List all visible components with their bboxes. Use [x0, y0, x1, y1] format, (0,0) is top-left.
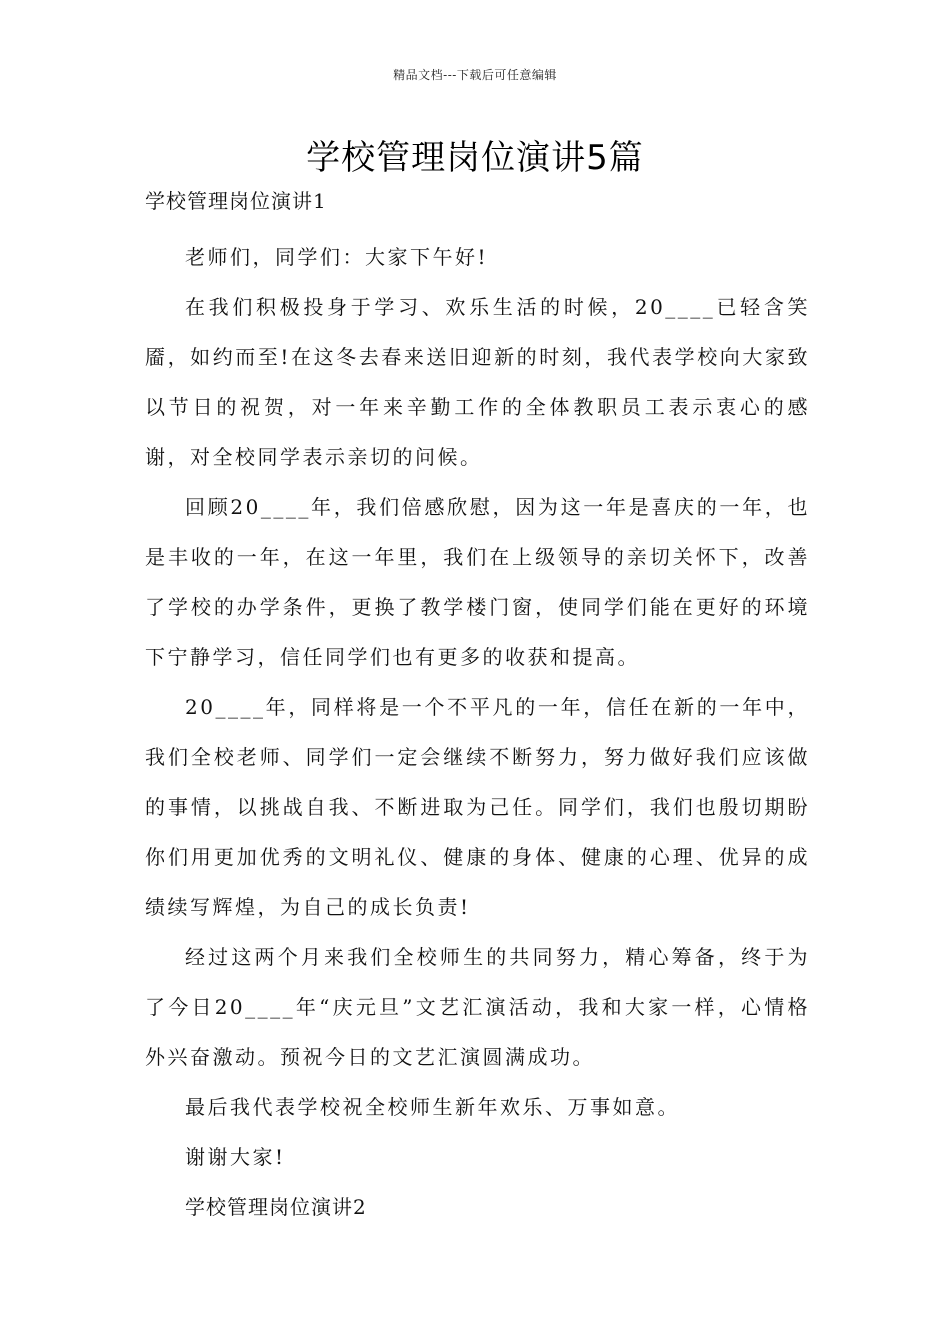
document-body [145, 182, 810, 1232]
paragraph: 最后我代表学校祝全校师生新年欢乐、万事如意。 [185, 1095, 680, 1119]
header-note: 精品文档---下载后可任意编辑 [393, 68, 557, 82]
paragraph: 回顾20____年，我们倍感欣慰，因为这一年是喜庆的一年，也是丰收的一年，在这一年里，我们在上级领导的亲切关怀下，改善了学校的办学条件，更换了教学楼门窗，使同学们能在更好的环境下宁静学习，信任同学们也有更多的收获和提高。 [145, 495, 810, 669]
paragraph: 在我们积极投身于学习、欢乐生活的时候，20____已轻含笑靥，如约而至!在这冬去春来送旧迎新的时刻，我代表学校向大家致以节日的祝贺，对一年来辛勤工作的全体教职员工表示衷心的感谢，对全校同学表示亲切的问候。 [145, 295, 810, 469]
document-title: 学校管理岗位演讲5篇 [306, 138, 644, 178]
paragraph: 20____年，同样将是一个不平凡的一年，信任在新的一年中，我们全校老师、同学们一定会继续不断努力，努力做好我们应该做的事情，以挑战自我、不断进取为己任。同学们，我们也殷切期盼你们用更加优秀的文明礼仪、健康的身体、健康的心理、优异的成绩续写辉煌，为自己的成长负责! [145, 695, 810, 919]
section-heading-1: 学校管理岗位演讲1 [145, 189, 327, 213]
paragraph-greeting: 老师们，同学们：大家下午好! [185, 245, 489, 269]
paragraph: 经过这两个月来我们全校师生的共同努力，精心筹备，终于为了今日20____年“庆元旦”文艺汇演活动，我和大家一样，心情格外兴奋激动。预祝今日的文艺汇演圆满成功。 [145, 945, 810, 1069]
section-heading-2: 学校管理岗位演讲2 [185, 1195, 367, 1219]
paragraph-thanks: 谢谢大家! [185, 1145, 286, 1169]
